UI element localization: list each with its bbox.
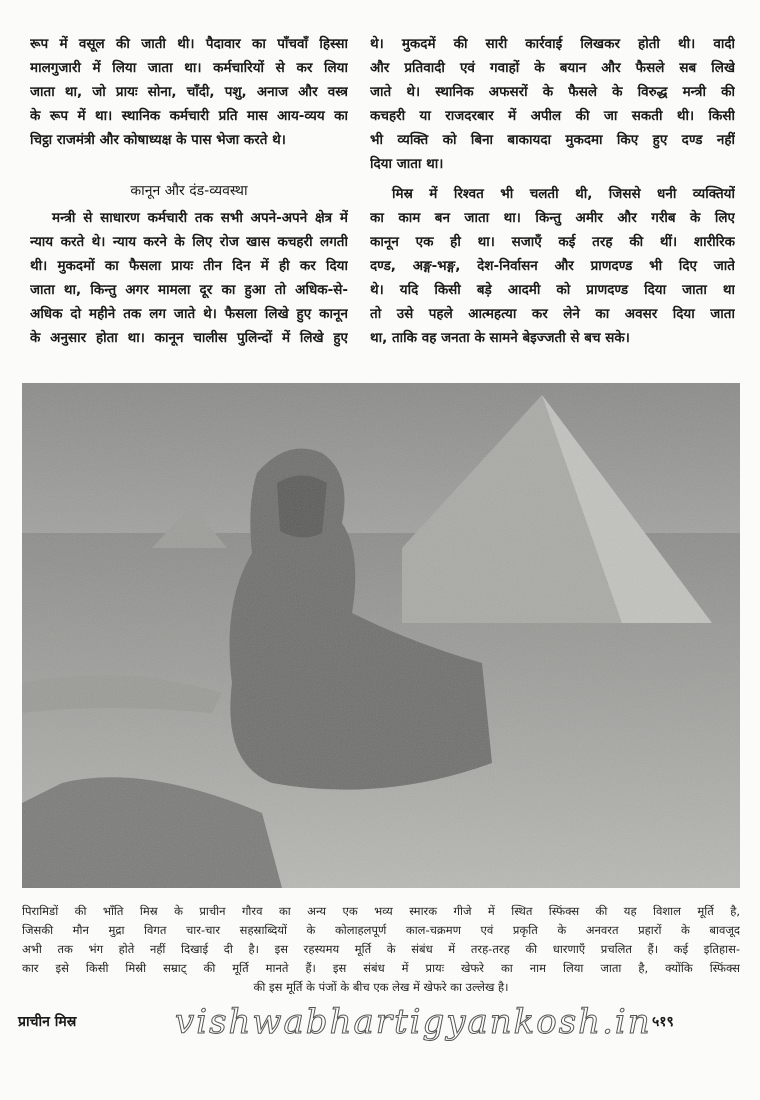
page-number: ५१९ — [652, 1014, 674, 1030]
text-line: भी व्यक्ति को बिना बाकायदा मुकदमा किए हुए दण्ड नहीं — [370, 132, 735, 148]
caption-line: कार इसे किसी मिस्री सम्राट् की मूर्ति मानते हैं। इस संबंध में प्रायः खेफरे का नाम लिया जाता है, क्योंकि स्फिंक्स — [22, 961, 740, 975]
paragraph — [30, 32, 348, 152]
book-title: प्राचीन मिस्र — [18, 1014, 77, 1030]
paragraph — [30, 206, 348, 350]
text-line: का काम बन जाता था। किन्तु अमीर और गरीब के लिए — [370, 210, 735, 226]
text-line: न्याय करते थे। न्याय करने के लिए रोज खास कचहरी लगती — [30, 234, 348, 250]
text-line: कचहरी या राजदरबार में अपील की जा सकती थी। किसी — [370, 108, 735, 124]
text-line: कानून एक ही था। सजाएँ कई तरह की थीं। शारीरिक — [370, 234, 735, 250]
text-line: था, ताकि वह जनता के सामने बेइज्जती से बच सके। — [370, 330, 630, 346]
text-line: तो उसे पहले आत्महत्या कर लेने का अवसर दिया जाता — [370, 306, 735, 322]
caption-line: पिरामिडों की भाँति मिस्र के प्राचीन गौरव का अन्य एक भव्य स्मारक गीजे में स्थित स्फिंक्स की यह विशाल मूर्ति है, — [22, 904, 740, 918]
text-line: दण्ड, अङ्ग-भङ्ग, देश-निर्वासन और प्राणदण्ड भी दिए जाते — [370, 258, 735, 274]
left-column — [30, 32, 348, 350]
photo-caption — [22, 902, 740, 997]
text-line: थी। मुकदमों का फैसला प्रायः तीन दिन में ही कर दिया — [30, 258, 348, 274]
text-line: जाता था, किन्तु अगर मामला दूर का हुआ तो अधिक-से- — [30, 282, 348, 298]
text-line: रूप में वसूल की जाती थी। पैदावार का पाँचवाँ हिस्सा — [30, 36, 348, 52]
watermark: vishwabhartigyankosh.in — [175, 1002, 652, 1042]
text-line: के अनुसार होता था। कानून चालीस पुलिन्दों में लिखे हुए — [30, 330, 348, 346]
text-line: थे। यदि किसी बड़े आदमी को प्राणदण्ड दिया जाता था — [370, 282, 735, 298]
text-line: मन्त्री से साधारण कर्मचारी तक सभी अपने-अपने क्षेत्र में — [52, 210, 348, 226]
paragraph — [370, 182, 735, 350]
paragraph — [370, 32, 735, 176]
text-line: थे। मुकदमें की सारी कार्रवाई लिखकर होती थी। वादी — [370, 36, 735, 52]
text-line: दिया जाता था। — [370, 156, 444, 172]
text-line: जाता था, जो प्रायः सोना, चाँदी, पशु, अनाज और वस्त्र — [30, 84, 348, 100]
text-line: मालगुजारी में लिया जाता था। कर्मचारियों से कर लिया — [30, 60, 348, 76]
text-line: मिस्र में रिश्वत भी चलती थी, जिससे धनी व्यक्तियों — [392, 186, 735, 202]
sphinx-pyramids-photo — [22, 383, 740, 888]
text-line: जाते थे। स्थानिक अफसरों के फैसले के विरुद्ध मन्त्री की — [370, 84, 735, 100]
caption-line: जिसकी मौन मुद्रा विगत चार-चार सहस्राब्दियों के कोलाहलपूर्ण काल-चक्रमण एवं प्रकृति के अनवरत प्रहारों के बावजूद — [22, 923, 740, 937]
text-line: के रूप में था। स्थानिक कर्मचारी प्रति मास आय-व्यय का — [30, 108, 348, 124]
caption-line: की इस मूर्ति के पंजों के बीच एक लेख में खेफरे का उल्लेख है। — [253, 980, 509, 994]
text-line: अधिक दो महीने तक लग जाते थे। फैसला लिखे हुए कानून — [30, 306, 348, 322]
caption-line: अभी तक भंग होते नहीं दिखाई दी है। इस रहस्यमय मूर्ति के संबंध में तरह-तरह की धारणाएँ प्रचलित हैं। कई इतिहास- — [22, 942, 740, 956]
text-line: चिट्ठा राजमंत्री और कोषाध्यक्ष के पास भेजा करते थे। — [30, 132, 286, 148]
text-line: और प्रतिवादी एवं गवाहों के बयान और फैसले सब लिखे — [370, 60, 735, 76]
section-heading: कानून और दंड-व्यवस्था — [130, 183, 248, 199]
right-column — [370, 32, 735, 350]
